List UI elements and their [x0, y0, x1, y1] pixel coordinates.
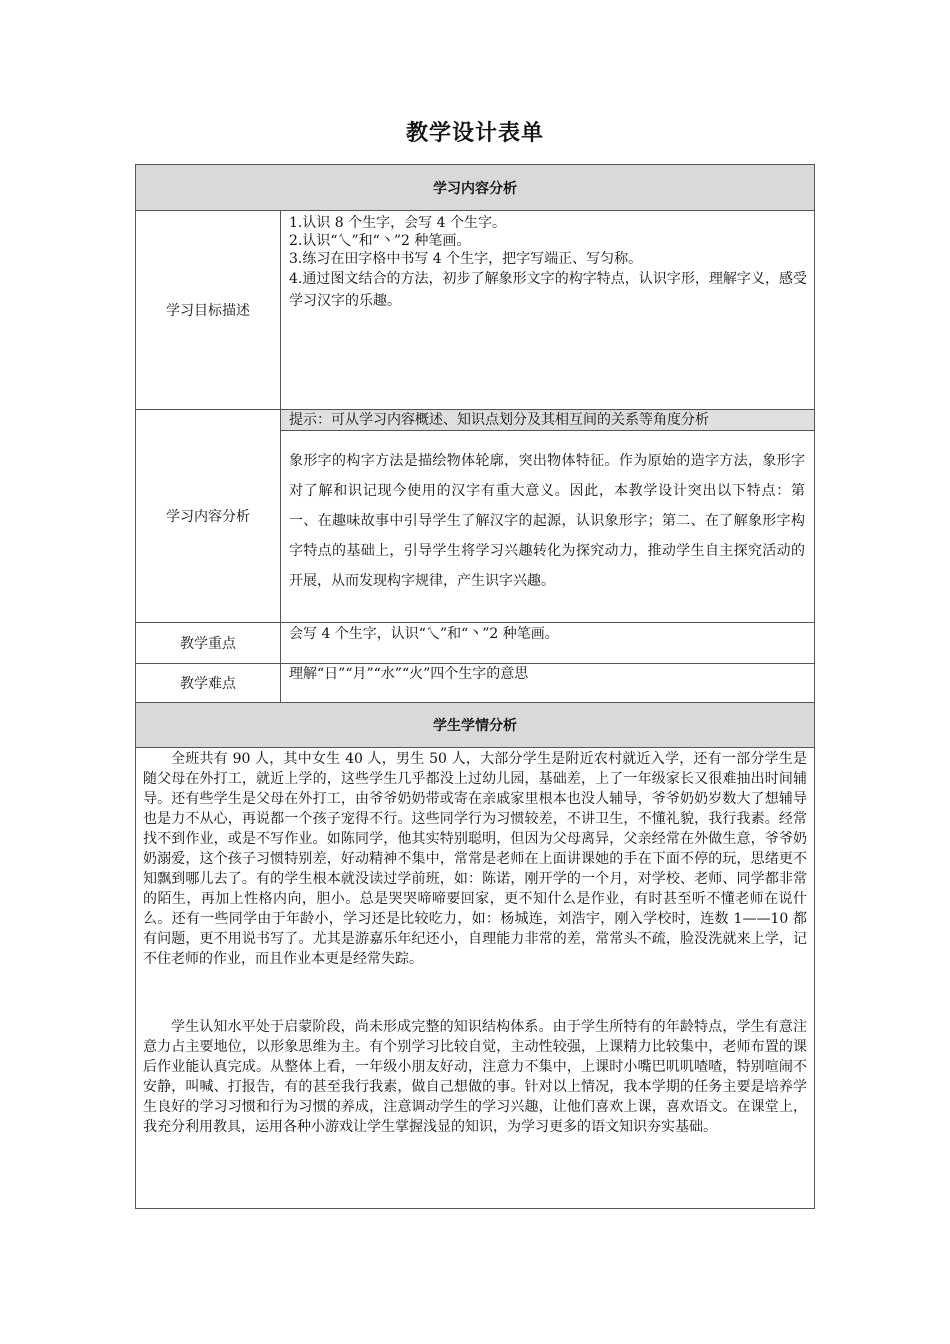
page-title: 教学设计表单 [405, 121, 544, 146]
column-divider [280, 210, 281, 702]
analysis-hint: 提示：可从学习内容概述、知识点划分及其相互间的关系等角度分析 [281, 410, 814, 430]
goal-item: 2.认识“乀”和“丶”2 种笔画。 [289, 233, 471, 249]
goal-item: 3.练习在田字格中书写 4 个生字，把字写端正、写匀称。 [289, 251, 643, 267]
student-section-header: 学生学情分析 [136, 703, 814, 747]
goal-item: 1.认识 8 个生字，会写 4 个生字。 [289, 215, 506, 231]
goal-item: 4.通过图文结合的方法，初步了解象形文字的构字特点，认识字形，理解字义，感受学习汉字的乐趣。 [289, 271, 807, 309]
goals-list [289, 214, 807, 312]
divider [280, 430, 815, 431]
key-point-label: 教学重点 [180, 636, 236, 652]
key-point-text: 会写 4 个生字，认识“乀”和“丶”2 种笔画。 [289, 626, 559, 642]
divider [135, 747, 815, 748]
difficulty-label: 教学难点 [180, 676, 236, 692]
analysis-label: 学习内容分析 [166, 509, 250, 525]
student-paragraph: 全班共有 90 人，其中女生 40 人，男生 50 人，大部分学生是附近农村就近入学，还有一部分学生是随父母在外打工，就近上学的，这些学生几乎都没上过幼儿园，基础差，上了一年级家长又很难抽出时间辅导。还有些学生是父母在外打工，由爷爷奶奶带或寄在亲戚家里根本也没人辅导，爷爷奶奶岁数大了想辅导也是力不从心，再说都一个孩子宠得不行。这些同学行为习惯较差，不讲卫生，不懂礼貌，我行我素。经常找不到作业，或是不写作业。如陈同学，他其实特别聪明，但因为父母离异，父亲经常在外做生意，爷爷奶奶溺爱，这个孩子习惯特别差，好动精神不集中，常常是老师在上面讲课她的手在下面不停的玩，思绪更不知飘到哪儿去了。有的学生根本就没读过学前班，如：陈诺，刚开学的一个月，对学校、老师、同学都非常的陌生，再加上性格内向，胆小。总是哭哭啼啼要回家，更不知什么是作业，有时甚至听不懂老师在说什么。还有一些同学由于年龄小，学习还是比较吃力，如：杨城连，刘浩宇，刚入学校时，连数 1——10 都有问题，更不用说书写了。尤其是游嘉乐年纪还小，自理能力非常的差，常常头不疏，脸没洗就来上学，记不住老师的作业，而且作业本更是经常失踪。 [143, 751, 807, 967]
student-paragraph: 学生认知水平处于启蒙阶段，尚未形成完整的知识结构体系。由于学生所特有的年龄特点，学生有意注意力占主要地位，以形象思维为主。有个别学习比较自觉，主动性较强，上课精力比较集中，老师布置的课后作业能认真完成。从整体上看，一年级小朋友好动，注意力不集中，上课时小嘴巴叽叽喳喳，特别喧闹不安静，叫喊、打报告，有的甚至我行我素，做自己想做的事。针对以上情况，我本学期的任务主要是培养学生良好的学习习惯和行为习惯的养成，注意调动学生的学习兴趣，让他们喜欢上课，喜欢语文。在课堂上，我充分利用教具，运用各种小游戏让学生掌握浅显的知识，为学习更多的语文知识夯实基础。 [143, 1019, 807, 1135]
content-section-header: 学习内容分析 [136, 165, 814, 210]
difficulty-text: 理解“日”“月”“水”“火”四个生字的意思 [289, 666, 529, 682]
analysis-text: 象形字的构字方法是描绘物体轮廓，突出物体特征。作为原始的造字方法，象形字对了解和识记现今使用的汉字有重大意义。因此，本教学设计突出以下特点：第一、在趣味故事中引导学生了解汉字的起源，认识象形字；第二、在了解象形字构字特点的基础上，引导学生将学习兴趣转化为探究动力，推动学生自主探究活动的开展，从而发现构字规律，产生识字兴趣。 [289, 453, 805, 589]
goals-label: 学习目标描述 [166, 303, 250, 319]
